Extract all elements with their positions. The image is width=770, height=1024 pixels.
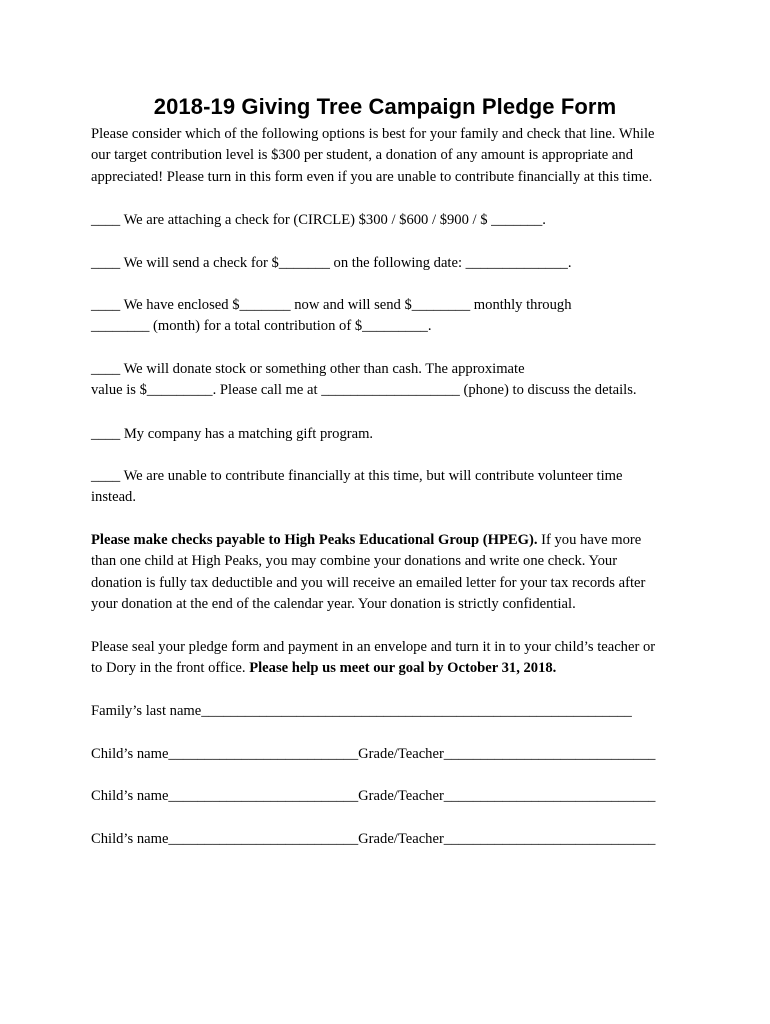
payable-line: your donation at the end of the calendar year. Your donation is strictly confidential. <box>91 596 576 613</box>
intro-paragraph <box>91 124 654 188</box>
option-line: ____ We are unable to contribute financially at this time, but will contribute volunteer time <box>91 468 623 484</box>
option-line: ____ We have enclosed $_______ now and will send $________ monthly through <box>91 297 572 313</box>
child-name-field-1[interactable]: Child’s name__________________________Grade/Teacher_____________________________ <box>91 746 656 762</box>
seal-paragraph <box>91 637 655 680</box>
option-line: ________ (month) for a total contribution of $_________. <box>91 318 432 335</box>
payable-line <box>91 530 645 551</box>
seal-line: Please seal your pledge form and payment in an envelope and turn it in to your child’s teacher or <box>91 639 656 655</box>
option-line: ____ We will donate stock or something other than cash. The approximate <box>91 361 525 377</box>
child-name-field-2[interactable]: Child’s name__________________________Grade/Teacher_____________________________ <box>91 788 656 804</box>
option-line: value is $_________. Please call me at ___________________ (phone) to discuss the details. <box>91 382 637 399</box>
family-last-name-field[interactable]: Family’s last name___________________________________________________________ <box>91 703 632 719</box>
intro-line: Please consider which of the following options is best for your family and check that line. While <box>91 126 655 142</box>
intro-line: our target contribution level is $300 per student, a donation of any amount is appropriate and <box>91 147 633 164</box>
option-matching-gift: ____ My company has a matching gift program. <box>91 426 374 442</box>
child-name-field-3[interactable]: Child’s name__________________________Grade/Teacher_____________________________ <box>91 831 656 847</box>
seal-line <box>91 658 655 679</box>
option-attach-check: ____ We are attaching a check for (CIRCLE) $300 / $600 / $900 / $ _______. <box>91 212 546 228</box>
option-send-check-later: ____ We will send a check for $_______ on the following date: ______________. <box>91 255 572 271</box>
option-donate-stock <box>91 359 637 402</box>
page-title: 2018-19 Giving Tree Campaign Pledge Form <box>153 94 617 119</box>
seal-line-plain: to Dory in the front office. <box>91 660 250 677</box>
intro-line: appreciated! Please turn in this form even if you are unable to contribute financially at this time. <box>91 168 653 185</box>
payable-instruction: Please make checks payable to High Peaks Educational Group (HPEG). <box>91 532 538 548</box>
option-monthly-pledge <box>91 295 572 338</box>
payable-line: donation is fully tax deductible and you will receive an emailed letter for your tax records after <box>91 574 646 591</box>
payable-paragraph <box>91 530 645 616</box>
goal-deadline: Please help us meet our goal by October 31, 2018. <box>249 660 557 677</box>
payable-line-rest: If you have more <box>537 532 642 548</box>
option-volunteer-time <box>91 466 623 509</box>
payable-line: than one child at High Peaks, you may combine your donations and write one check. Your <box>91 553 618 570</box>
option-line: instead. <box>91 489 136 506</box>
